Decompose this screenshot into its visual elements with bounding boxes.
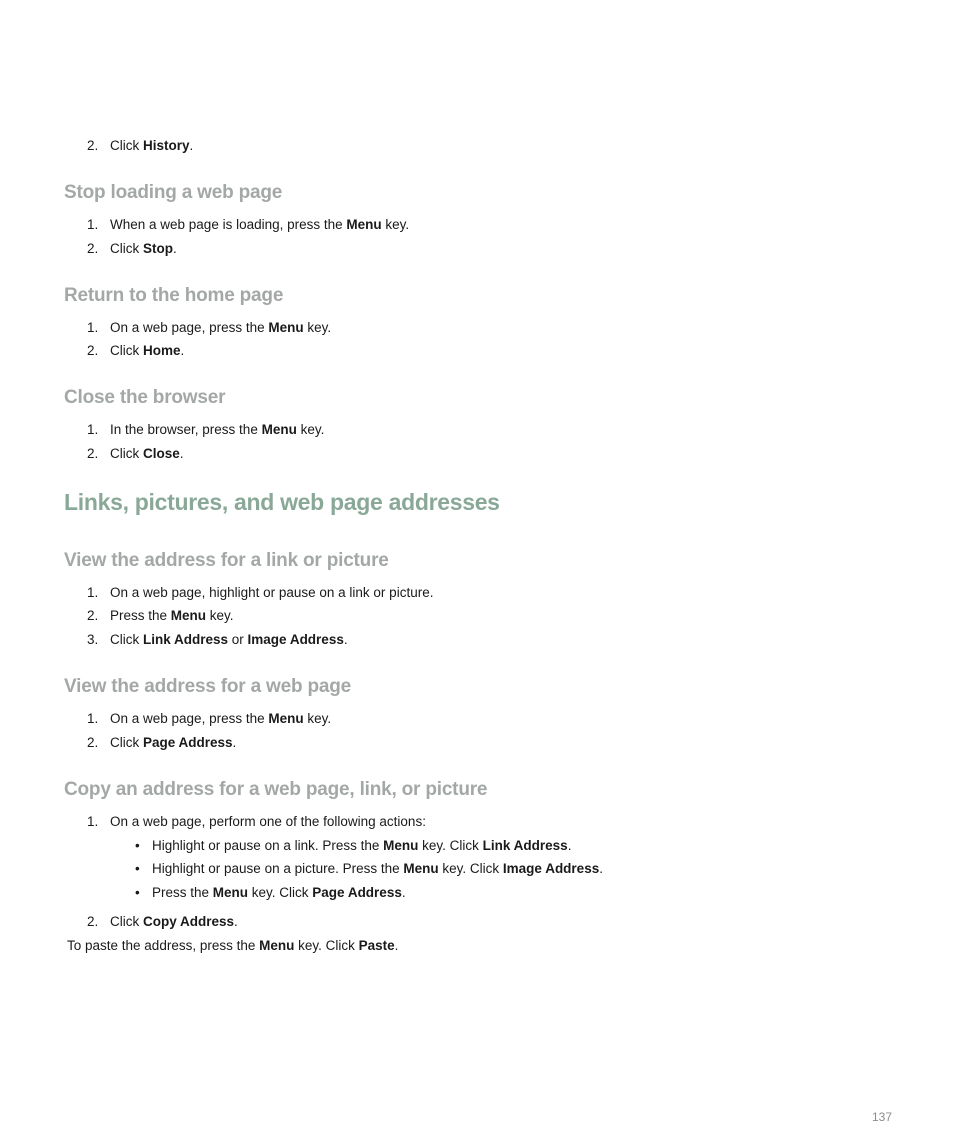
step-number: 1.: [87, 217, 99, 232]
step-number: 2.: [87, 608, 99, 623]
step-text: Click Stop.: [110, 241, 177, 256]
view-page-address-heading: View the address for a web page: [64, 676, 351, 697]
paste-note: To paste the address, press the Menu key. Click Paste.: [67, 938, 399, 953]
step-text: Click Home.: [110, 343, 185, 358]
step-number: 2.: [87, 138, 99, 153]
step-text: Click Close.: [110, 446, 184, 461]
bullet-icon: •: [135, 838, 140, 853]
step-text: Click Page Address.: [110, 735, 237, 750]
step-number: 3.: [87, 632, 99, 647]
step-text: Click Link Address or Image Address.: [110, 632, 348, 647]
view-link-address-heading: View the address for a link or picture: [64, 550, 389, 571]
copy-address-heading: Copy an address for a web page, link, or picture: [64, 779, 488, 800]
bullet-icon: •: [135, 861, 140, 876]
step-text: Click Copy Address.: [110, 914, 238, 929]
page-number: 137: [872, 1110, 893, 1124]
step-text: On a web page, press the Menu key.: [110, 320, 332, 335]
chapter-title: Links, pictures, and web page addresses: [64, 489, 500, 515]
step-text: Click History.: [110, 138, 194, 153]
step-text: On a web page, highlight or pause on a link or picture.: [110, 585, 434, 600]
step-text: Press the Menu key.: [110, 608, 234, 623]
stop-loading-heading: Stop loading a web page: [64, 182, 283, 203]
step-number: 2.: [87, 914, 99, 929]
bullet-text: Press the Menu key. Click Page Address.: [152, 885, 406, 900]
bullet-text: Highlight or pause on a picture. Press the Menu key. Click Image Address.: [152, 861, 603, 876]
step-number: 2.: [87, 735, 99, 750]
step-text: In the browser, press the Menu key.: [110, 422, 325, 437]
step-number: 2.: [87, 446, 99, 461]
step-text: On a web page, perform one of the following actions:: [110, 814, 426, 829]
step-number: 1.: [87, 814, 99, 829]
bullet-icon: •: [135, 885, 140, 900]
close-browser-heading: Close the browser: [64, 387, 226, 408]
step-number: 1.: [87, 585, 99, 600]
step-number: 2.: [87, 343, 99, 358]
step-number: 1.: [87, 320, 99, 335]
return-home-heading: Return to the home page: [64, 285, 284, 306]
bullet-text: Highlight or pause on a link. Press the Menu key. Click Link Address.: [152, 838, 572, 853]
step-number: 1.: [87, 711, 99, 726]
step-text: When a web page is loading, press the Menu key.: [110, 217, 410, 232]
step-number: 1.: [87, 422, 99, 437]
step-text: On a web page, press the Menu key.: [110, 711, 332, 726]
step-number: 2.: [87, 241, 99, 256]
